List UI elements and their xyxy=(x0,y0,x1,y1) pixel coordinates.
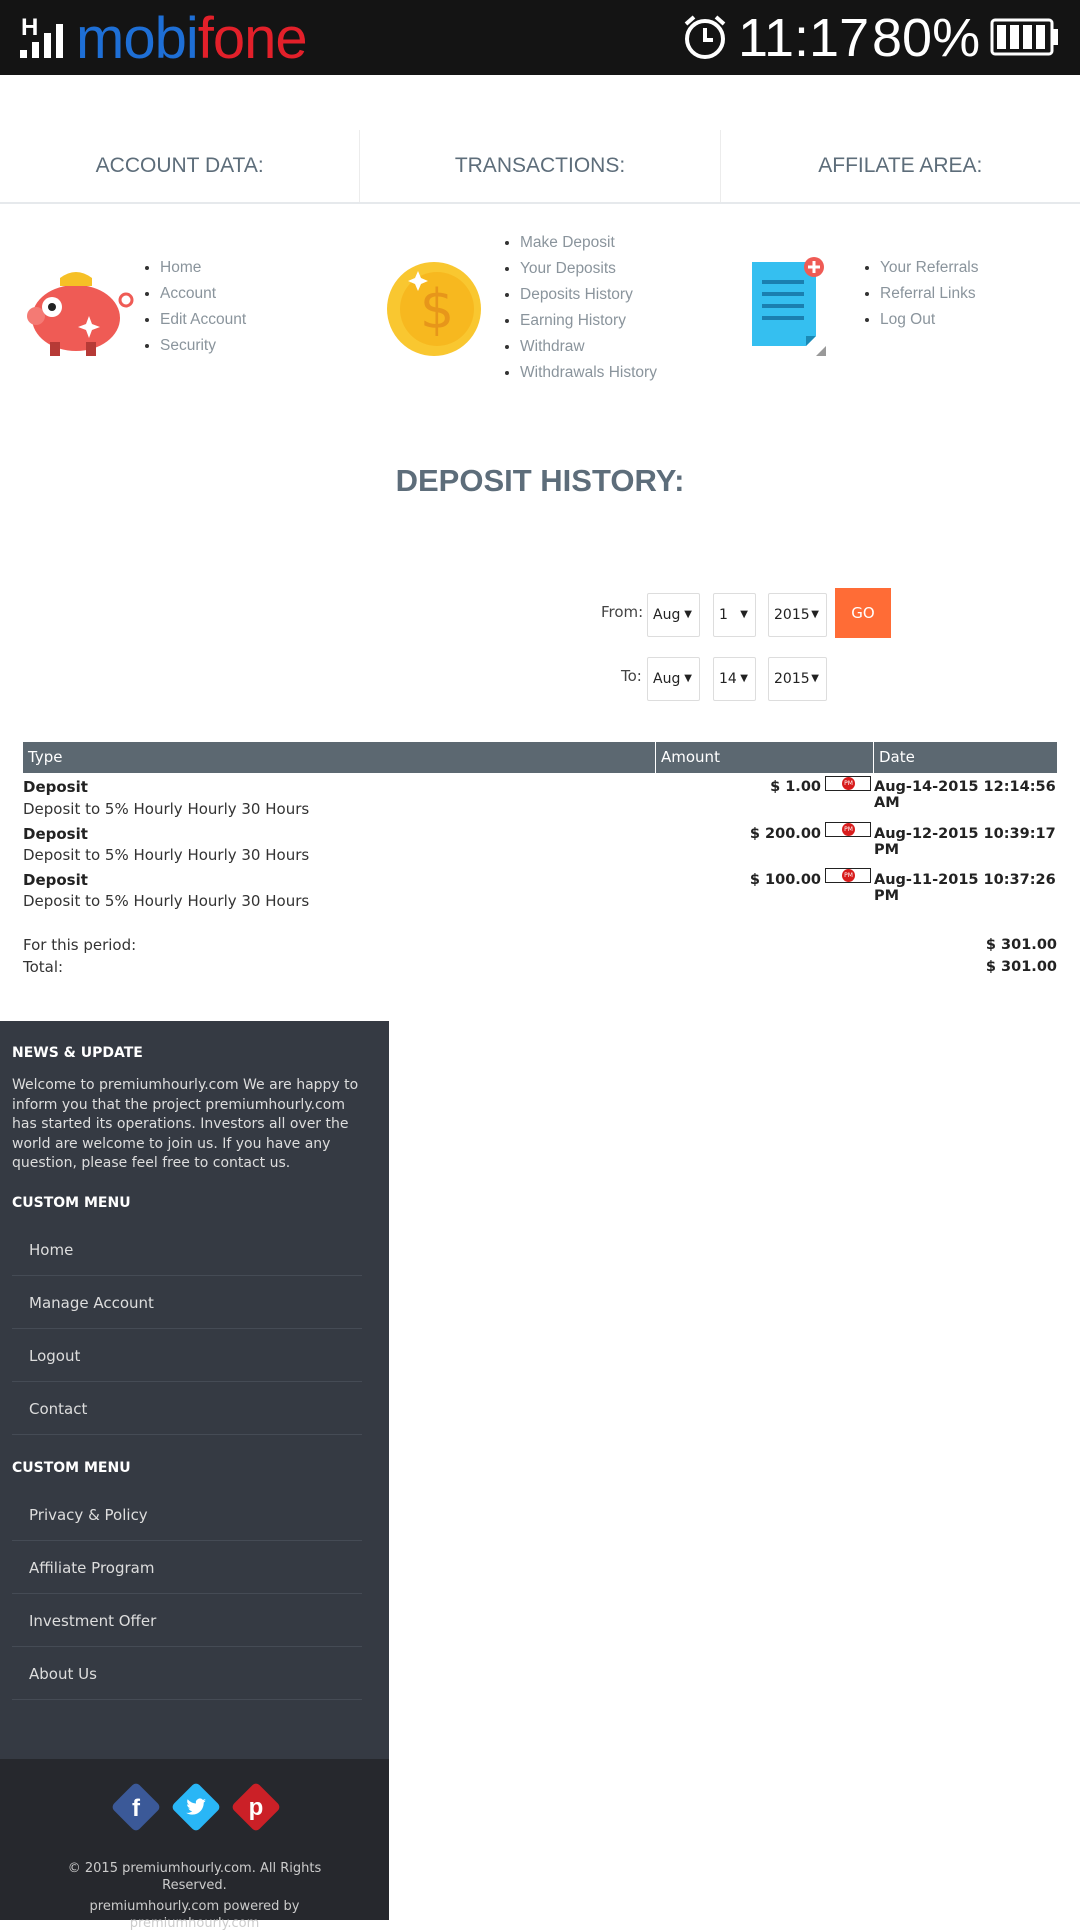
svg-text:$: $ xyxy=(419,278,455,341)
copyright-line1: © 2015 premiumhourly.com. All Rights xyxy=(67,1861,322,1876)
piggy-bank-icon xyxy=(20,260,138,360)
period-total-value: $ 301.00 xyxy=(985,937,1057,953)
from-year-select[interactable] xyxy=(768,593,827,637)
menu-deposits-history-link[interactable]: • Deposits History xyxy=(520,282,657,308)
document-icon xyxy=(748,256,828,360)
from-month-value: Aug xyxy=(653,607,681,623)
pm-badge-text: PM xyxy=(842,823,855,836)
from-label: From: xyxy=(601,603,644,621)
carrier-logo-part2: fone xyxy=(197,6,307,71)
row-amount: $ 100.00 xyxy=(749,872,821,888)
from-day-value: 1 xyxy=(719,607,728,623)
transactions-menu xyxy=(500,230,657,386)
account-menu xyxy=(140,255,246,359)
menu-home-link[interactable]: • Home xyxy=(160,255,246,281)
sidebar-item-contact[interactable]: Contact xyxy=(12,1383,362,1435)
account-data-heading: ACCOUNT DATA: xyxy=(0,130,360,202)
sidebar-item-investment-offer[interactable]: Investment Offer xyxy=(12,1595,362,1647)
page-title: DEPOSIT HISTORY: xyxy=(395,463,685,498)
pm-badge-text: PM xyxy=(842,777,855,790)
perfect-money-badge xyxy=(825,822,871,837)
row-date: Aug-11-2015 10:37:26 PM xyxy=(874,872,1056,904)
chevron-down-icon: ▼ xyxy=(740,609,748,620)
from-day-select[interactable] xyxy=(713,593,756,637)
row-description: Deposit to 5% Hourly Hourly 30 Hours xyxy=(23,892,310,910)
total-value: $ 301.00 xyxy=(985,959,1057,975)
sidebar-item-manage-account[interactable]: Manage Account xyxy=(12,1277,362,1329)
to-year-value: 2015 xyxy=(774,671,810,687)
row-amount: $ 200.00 xyxy=(749,826,821,842)
menu-log-out-link[interactable]: • Log Out xyxy=(880,307,979,333)
sidebar-item-logout[interactable]: Logout xyxy=(12,1330,362,1382)
column-header-date: Date xyxy=(873,742,1057,773)
network-type: H xyxy=(21,14,39,41)
sidebar-item-privacy-policy[interactable]: Privacy & Policy xyxy=(12,1489,362,1541)
table-header xyxy=(23,742,1057,773)
transactions-heading: TRANSACTIONS: xyxy=(360,130,720,202)
menu-withdraw-link[interactable]: • Withdraw xyxy=(520,334,657,360)
carrier-logo-part1: mobi xyxy=(76,6,198,71)
sidebar-item-home[interactable]: Home xyxy=(12,1224,362,1276)
menu-security-link[interactable]: • Security xyxy=(160,333,246,359)
news-text: Welcome to premiumhourly.com We are happy to inform you that the project premiumhourly.com has started its operations. Investors all over the world are welcome to join us. If you have any question, please feel free to contact us. xyxy=(12,1077,359,1171)
status-bar xyxy=(0,0,1080,75)
row-description: Deposit to 5% Hourly Hourly 30 Hours xyxy=(23,846,310,864)
menu-your-referrals-link[interactable]: • Your Referrals xyxy=(880,255,979,281)
to-day-value: 14 xyxy=(719,671,737,687)
menu-your-deposits-link[interactable]: • Your Deposits xyxy=(520,256,657,282)
row-amount: $ 1.00 xyxy=(770,779,821,795)
sidebar-item-affiliate-program[interactable]: Affiliate Program xyxy=(12,1542,362,1594)
pm-badge-text: PM xyxy=(842,869,855,882)
row-date: Aug-12-2015 10:39:17 PM xyxy=(874,826,1056,858)
menu-make-deposit-link[interactable]: • Make Deposit xyxy=(520,230,657,256)
custom-menu-title: CUSTOM MENU xyxy=(12,1460,131,1476)
chevron-down-icon: ▼ xyxy=(684,609,692,620)
alarm-icon xyxy=(683,14,727,60)
news-title: NEWS & UPDATE xyxy=(12,1045,143,1061)
section-headers xyxy=(0,130,1080,204)
coin-icon xyxy=(385,260,483,358)
battery-percent: 80% xyxy=(872,8,981,68)
clock: 11:17 xyxy=(738,8,870,68)
from-month-select[interactable] xyxy=(647,593,700,637)
chevron-down-icon: ▼ xyxy=(811,609,819,620)
row-date: Aug-14-2015 12:14:56 AM xyxy=(874,779,1056,811)
powered-by-line2: premiumhourly.com xyxy=(129,1916,260,1931)
menu-edit-account-link[interactable]: • Edit Account xyxy=(160,307,246,333)
to-year-select[interactable] xyxy=(768,657,827,701)
menu-earning-history-link[interactable]: • Earning History xyxy=(520,308,657,334)
footer xyxy=(0,1759,389,1931)
column-header-type: Type xyxy=(28,748,63,766)
to-day-select[interactable] xyxy=(713,657,756,701)
row-type: Deposit xyxy=(23,778,88,796)
menu-account-link[interactable]: • Account xyxy=(160,281,246,307)
sidebar xyxy=(0,1021,389,1759)
custom-menu-title: CUSTOM MENU xyxy=(12,1195,131,1211)
signal-icon xyxy=(20,24,66,58)
column-header-amount: Amount xyxy=(655,742,873,773)
row-type: Deposit xyxy=(23,825,88,843)
total-label: Total: xyxy=(23,958,64,976)
go-button[interactable]: GO xyxy=(835,588,891,638)
row-type: Deposit xyxy=(23,871,88,889)
sidebar-item-about-us[interactable]: About Us xyxy=(12,1648,362,1700)
powered-by-line1: premiumhourly.com powered by xyxy=(89,1899,300,1914)
affiliate-menu xyxy=(860,255,979,333)
period-label: For this period: xyxy=(23,936,137,954)
to-label: To: xyxy=(621,667,642,685)
carrier-logo xyxy=(76,4,307,74)
perfect-money-badge xyxy=(825,868,871,883)
perfect-money-badge xyxy=(825,776,871,791)
copyright-line2: Reserved. xyxy=(162,1878,227,1893)
row-description: Deposit to 5% Hourly Hourly 30 Hours xyxy=(23,800,310,818)
from-year-value: 2015 xyxy=(774,607,810,623)
facebook-glyph: f xyxy=(132,1795,140,1822)
battery-icon xyxy=(990,18,1060,56)
chevron-down-icon: ▼ xyxy=(684,673,692,684)
chevron-down-icon: ▼ xyxy=(740,673,748,684)
to-month-value: Aug xyxy=(653,671,681,687)
chevron-down-icon: ▼ xyxy=(811,673,819,684)
to-month-select[interactable] xyxy=(647,657,700,701)
menu-withdrawals-history-link[interactable]: • Withdrawals History xyxy=(520,360,657,386)
menu-referral-links-link[interactable]: • Referral Links xyxy=(880,281,979,307)
pinterest-glyph: p xyxy=(248,1794,264,1821)
twitter-bird-glyph xyxy=(184,1795,208,1819)
affiliate-heading: AFFILATE AREA: xyxy=(818,154,983,177)
